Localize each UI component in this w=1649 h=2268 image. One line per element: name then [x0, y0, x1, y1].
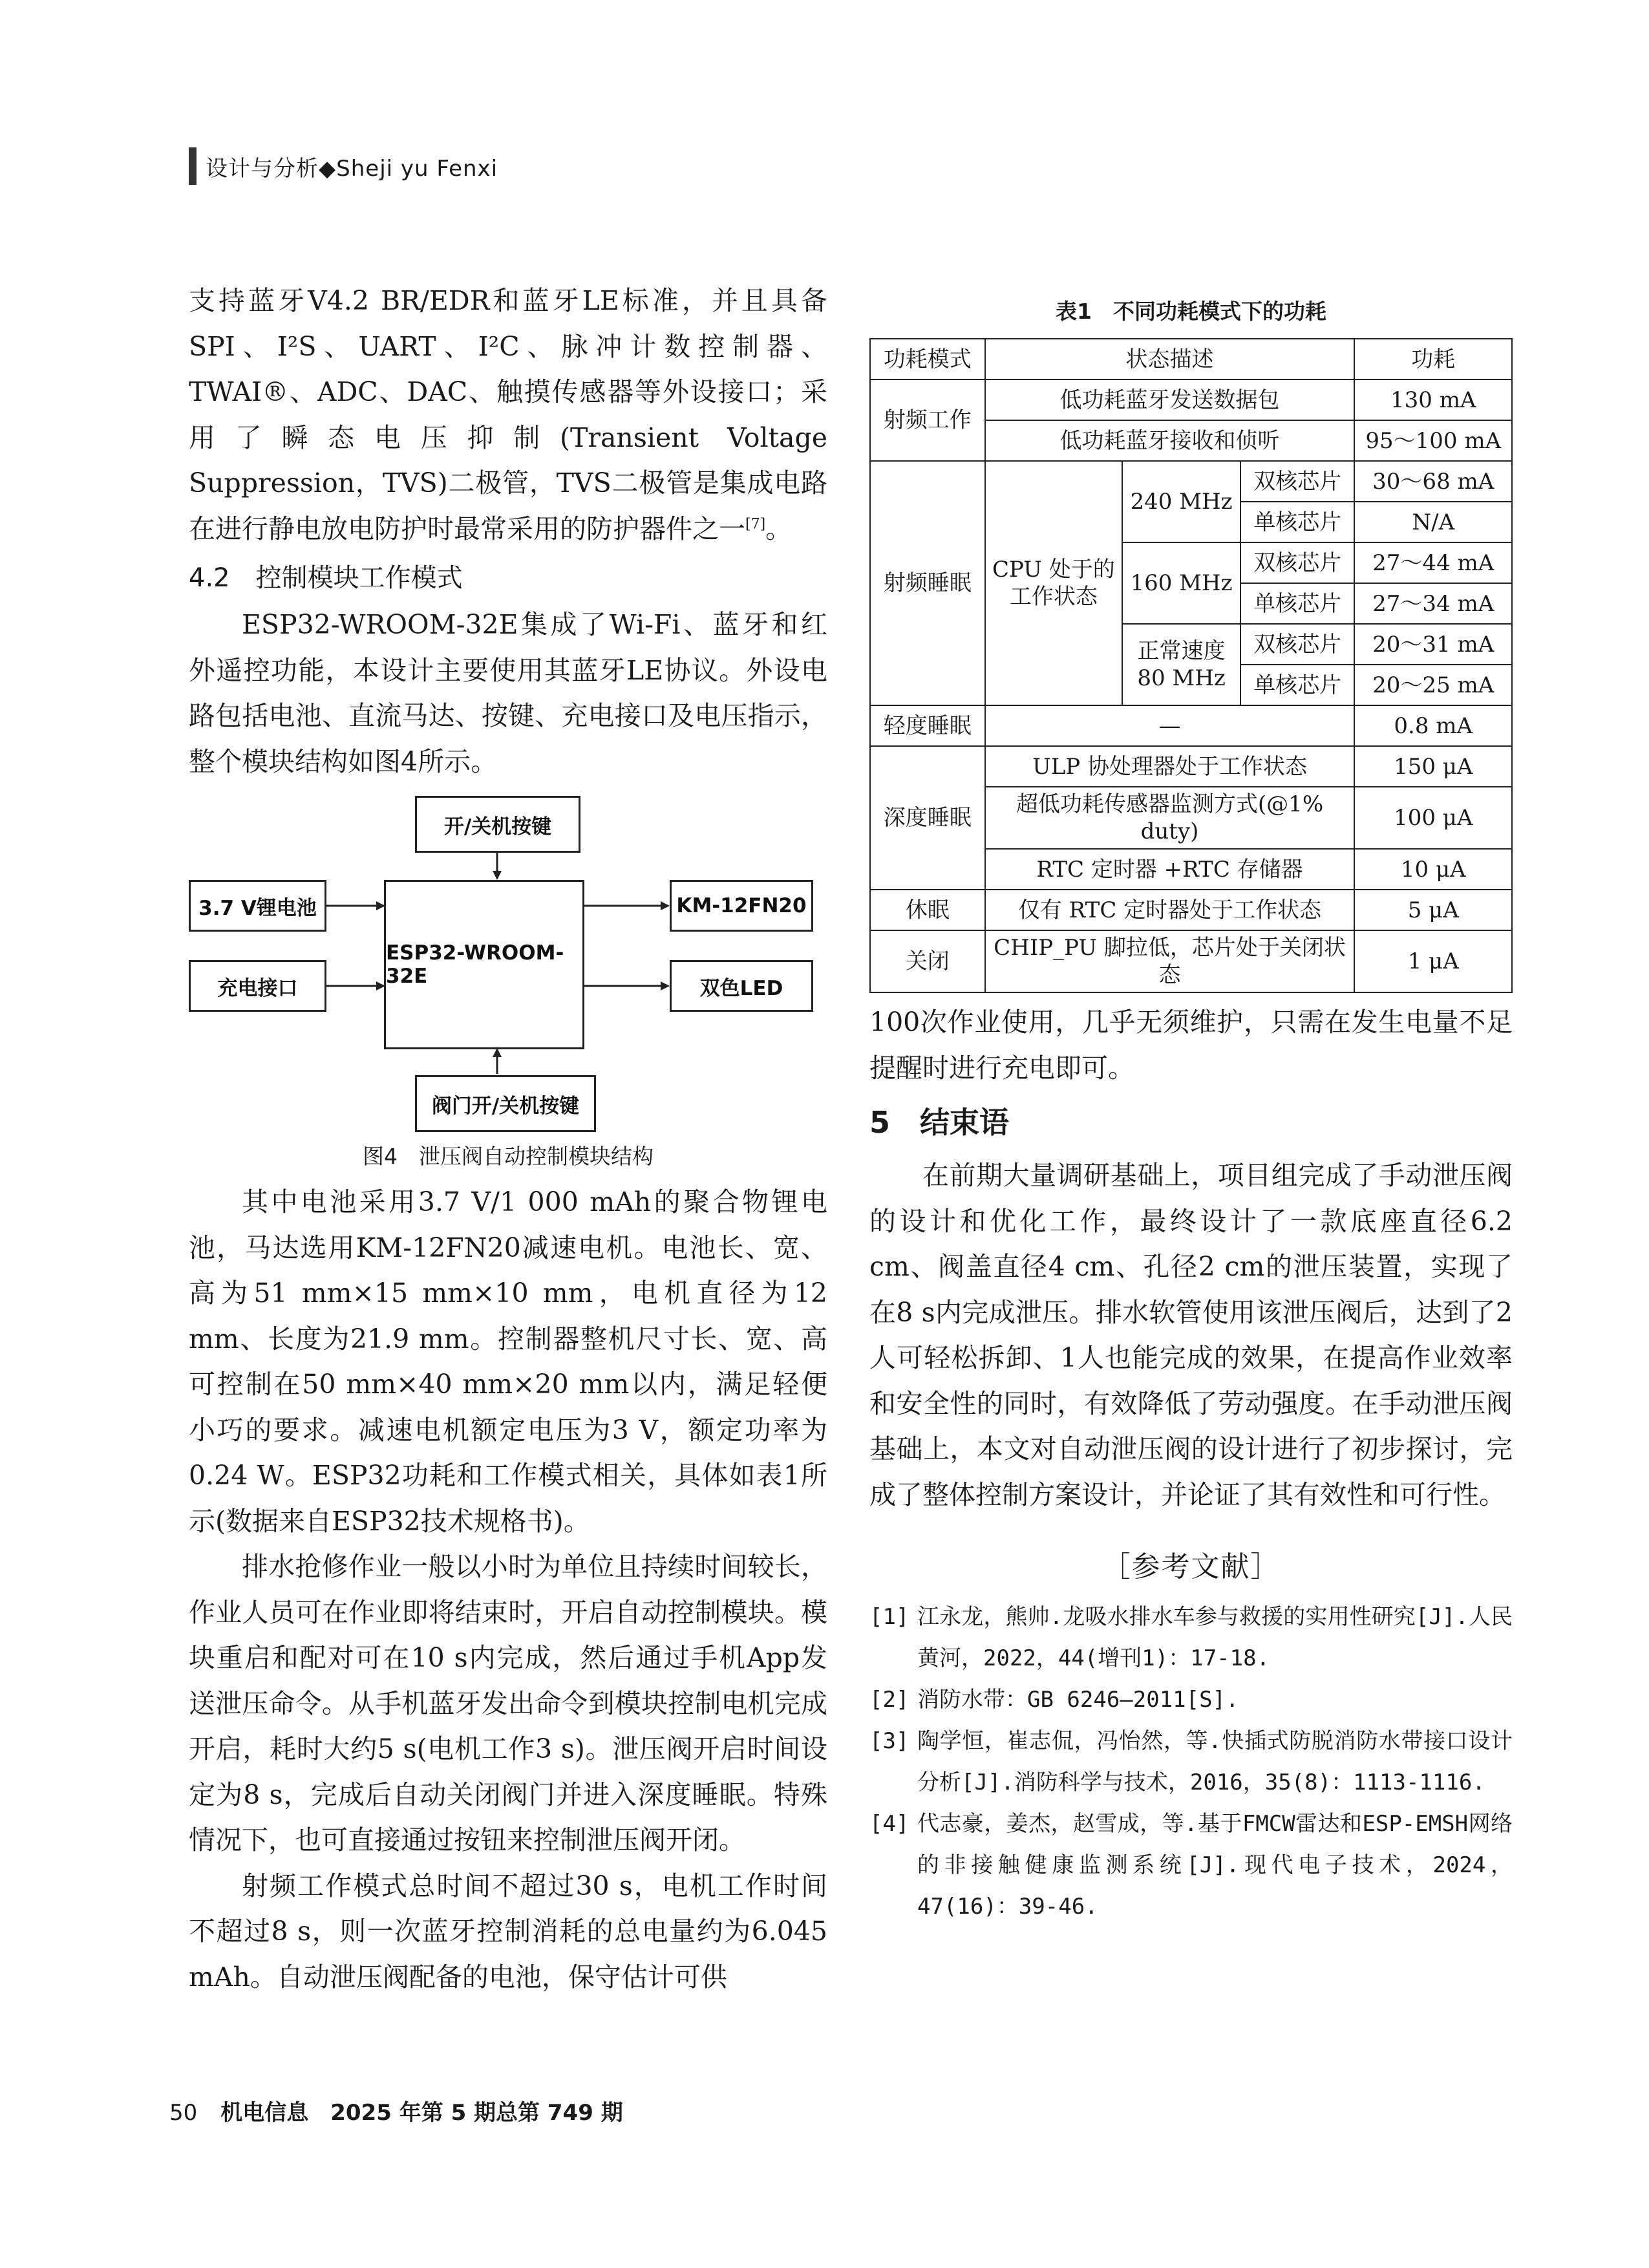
box-esp32: ESP32-WROOM-32E: [384, 880, 584, 1049]
cell-desc: 低功耗蓝牙接收和侦听: [985, 420, 1355, 461]
cell-desc: 超低功耗传感器监测方式(@1% duty): [985, 787, 1355, 849]
journal-info: 机电信息 2025 年第 5 期总第 749 期: [220, 2100, 623, 2126]
figure-4-caption: 图4 泄压阀自动控制模块结构: [363, 1144, 654, 1169]
cell-power: 0.8 mA: [1354, 705, 1512, 746]
cell-power: N/A: [1354, 502, 1512, 542]
table-1-title: 表1 不同功耗模式下的功耗: [1056, 299, 1326, 324]
paragraph-4-2: ESP32-WROOM-32E集成了Wi-Fi、蓝牙和红外遥控功能，本设计主要使用其蓝牙LE协议。外设电路包括电池、直流马达、按键、充电接口及电压指示，整个模块结构如图4所示。: [189, 609, 827, 777]
table-1: [869, 338, 1513, 993]
box-motor: KM-12FN20: [670, 880, 813, 932]
cell-power: 5 μA: [1354, 890, 1512, 930]
section-4-2-title: 4.2 控制模块工作模式: [189, 563, 463, 593]
box-power-button: 开/关机按键: [415, 796, 580, 853]
reference-text: 江永龙，熊帅.龙吸水排水车参与救援的实用性研究[J].人民黄河，2022，44(增刊1)：17-18.: [917, 1604, 1513, 1671]
cell-rf-work: 射频工作: [870, 380, 985, 461]
cell-single: 单核芯片: [1240, 583, 1355, 624]
cell-freq-80: 正常速度 80 MHz: [1122, 624, 1240, 705]
cell-power: 150 μA: [1354, 746, 1512, 787]
cell-power: 27～34 mA: [1354, 583, 1512, 624]
cell-desc: —: [985, 705, 1355, 746]
cell-single: 单核芯片: [1240, 502, 1355, 542]
figure-4: [189, 796, 827, 1132]
cell-single: 单核芯片: [1240, 665, 1355, 705]
cell-power: 30～68 mA: [1354, 461, 1512, 502]
reference-item: [869, 1720, 1513, 1803]
table-row: [870, 705, 1512, 746]
box-led: 双色LED: [670, 960, 813, 1012]
box-battery: 3.7 V锂电池: [189, 880, 326, 932]
cell-light-sleep: 轻度睡眠: [870, 705, 985, 746]
cell-freq-160: 160 MHz: [1122, 542, 1240, 624]
cell-desc: 仅有 RTC 定时器处于工作状态: [985, 890, 1355, 930]
cell-power: 27～44 mA: [1354, 542, 1512, 583]
cell-desc: ULP 协处理器处于工作状态: [985, 746, 1355, 787]
cell-power: 95～100 mA: [1354, 420, 1512, 461]
reference-text: 消防水带：GB 6246—2011[S].: [917, 1687, 1239, 1713]
reference-number: [2]: [869, 1687, 910, 1713]
paragraph-intro-end: 。: [765, 513, 793, 544]
paragraph-rf: 射频工作模式总时间不超过30 s，电机工作时间不超过8 s，则一次蓝牙控制消耗的总电量约为6.045 mAh。自动泄压阀配备的电池，保守估计可供: [189, 1870, 827, 1993]
reference-text: 代志豪，姜杰，赵雪成，等.基于FMCW雷达和ESP-EMSH网络的非接触健康监测系统[J].现代电子技术，2024，47(16)：39-46.: [917, 1811, 1513, 1920]
table-row: [870, 890, 1512, 930]
th-desc: 状态描述: [985, 339, 1355, 380]
cell-off: 关闭: [870, 930, 985, 992]
cell-desc: 低功耗蓝牙发送数据包: [985, 380, 1355, 420]
paragraph-intro: [189, 278, 827, 551]
cell-desc: CHIP_PU 脚拉低，芯片处于关闭状态: [985, 930, 1355, 992]
cell-dual: 双核芯片: [1240, 461, 1355, 502]
reference-item: [869, 1803, 1513, 1927]
reference-item: [869, 1679, 1513, 1720]
cell-power: 100 μA: [1354, 787, 1512, 849]
cell-rf-sleep: 射频睡眠: [870, 461, 985, 705]
paragraph-repair: 排水抢修作业一般以小时为单位且持续时间较长，作业人员可在作业即将结束时，开启自动控制模块。模块重启和配对可在10 s内完成，然后通过手机App发送泄压命令。从手机蓝牙发出命令到模块控制电机完成开启，耗时大约5 s(电机工作3 s)。泄压阀开启时间设定为8 s，完成后自动关闭阀门并进入深度睡眠。特殊情况下，也可直接通过按钮来控制泄压阀开闭。: [189, 1551, 827, 1856]
th-power: 功耗: [1354, 339, 1512, 380]
references-title: ［参考文献］: [1101, 1550, 1281, 1583]
cell-dual: 双核芯片: [1240, 624, 1355, 665]
box-valve-button: 阀门开/关机按键: [415, 1075, 596, 1132]
cell-dual: 双核芯片: [1240, 542, 1355, 583]
running-header: [189, 147, 498, 185]
running-title: 设计与分析◆Sheji yu Fenxi: [206, 155, 498, 182]
box-charging-port: 充电接口: [189, 960, 326, 1012]
table-row: [870, 930, 1512, 992]
table-row: [870, 380, 1512, 420]
cell-hibernate: 休眠: [870, 890, 985, 930]
paragraph-continued: 100次作业使用，几乎无须维护，只需在发生电量不足提醒时进行充电即可。: [869, 1007, 1513, 1084]
header-bar: [189, 147, 197, 185]
table-header-row: [870, 339, 1512, 380]
paragraph-intro-text: 支持蓝牙V4.2 BR/EDR和蓝牙LE标准，并且具备SPI、I²S、UART、I²C、脉冲计数控制器、TWAI®、ADC、DAC、触摸传感器等外设接口；采用了瞬态电压抑制(Transient Voltage Suppression，TVS)二极管，TVS二极管是集成电路在进行静电放电防护时最常采用的防护器件之一: [189, 285, 827, 544]
right-column: [869, 278, 1513, 1927]
cell-power: 20～31 mA: [1354, 624, 1512, 665]
cell-freq-240: 240 MHz: [1122, 461, 1240, 542]
cell-power: 1 μA: [1354, 930, 1512, 992]
table-row: [870, 746, 1512, 787]
page-footer: [169, 2095, 623, 2126]
cell-power: 130 mA: [1354, 380, 1512, 420]
page-number: 50: [169, 2100, 198, 2126]
th-mode: 功耗模式: [870, 339, 985, 380]
left-column: [189, 278, 827, 2000]
reference-item: [869, 1596, 1513, 1679]
cell-deep-sleep: 深度睡眠: [870, 746, 985, 890]
table-row: [870, 461, 1512, 502]
section-5-title: 5 结束语: [869, 1105, 1010, 1140]
paragraph-conclusion: 在前期大量调研基础上，项目组完成了手动泄压阀的设计和优化工作，最终设计了一款底座直径6.2 cm、阀盖直径4 cm、孔径2 cm的泄压装置，实现了在8 s内完成泄压。排水软管使用该泄压阀后，达到了2人可轻松拆卸、1人也能完成的效果，在提高作业效率和安全性的同时，有效降低了劳动强度。在手动泄压阀基础上，本文对自动泄压阀的设计进行了初步探讨，完成了整体控制方案设计，并论证了其有效性和可行性。: [869, 1160, 1513, 1510]
citation-7: [7]: [745, 515, 766, 532]
paragraph-battery: 其中电池采用3.7 V/1 000 mAh的聚合物锂电池，马达选用KM-12FN20减速电机。电池长、宽、高为51 mm×15 mm×10 mm，电机直径为12 mm、长度为21.9 mm。控制器整机尺寸长、宽、高可控制在50 mm×40 mm×20 mm以内，满足轻便小巧的要求。减速电机额定电压为3 V，额定功率为0.24 W。ESP32功耗和工作模式相关，具体如表1所示(数据来自ESP32技术规格书)。: [189, 1186, 827, 1537]
reference-number: [4]: [869, 1811, 910, 1837]
reference-number: [3]: [869, 1728, 910, 1754]
reference-text: 陶学恒，崔志侃，冯怡然，等.快插式防脱消防水带接口设计分析[J].消防科学与技术，2016，35(8)：1113-1116.: [917, 1728, 1513, 1795]
cell-cpu-state: CPU 处于的工作状态: [985, 461, 1123, 705]
cell-power: 10 μA: [1354, 849, 1512, 890]
reference-number: [1]: [869, 1604, 910, 1630]
cell-desc: RTC 定时器 +RTC 存储器: [985, 849, 1355, 890]
cell-power: 20～25 mA: [1354, 665, 1512, 705]
